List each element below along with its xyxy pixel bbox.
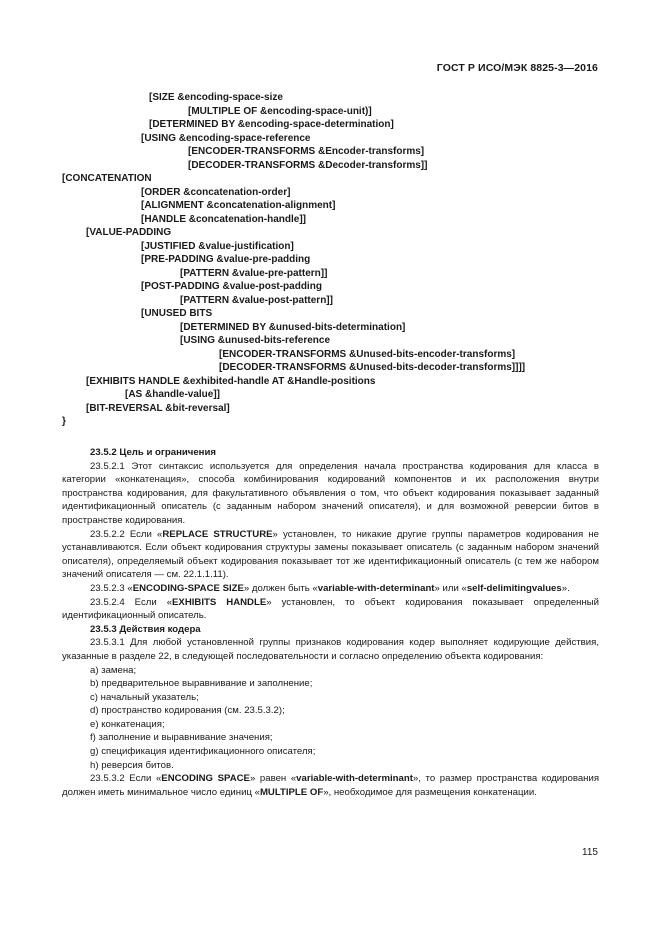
code-line: [USING &unused-bits-reference	[180, 335, 331, 346]
code-line: [PRE-PADDING &value-pre-padding	[141, 254, 311, 265]
code-line: [JUSTIFIED &value-justification]	[141, 240, 294, 252]
code-line: [PATTERN &value-post-pattern]]	[180, 294, 333, 306]
code-line: [ALIGNMENT &concatenation-alignment]	[141, 200, 336, 211]
code-line: [DECODER-TRANSFORMS &Decoder-transforms]]	[188, 159, 428, 171]
list-item: b) предварительное выравнивание и заполнение;	[90, 678, 313, 690]
code-line: [EXHIBITS HANDLE &exhibited-handle AT &Handle-positions	[86, 375, 376, 387]
code-line: [DECODER-TRANSFORMS &Unused-bits-decoder-transforms]]]]	[219, 362, 526, 373]
code-line: [POST-PADDING &value-post-padding	[141, 281, 322, 292]
code-line: [DETERMINED BY &encoding-space-determination]	[149, 119, 394, 130]
code-line: [ORDER &concatenation-order]	[141, 186, 291, 198]
section-heading: 23.5.3 Действия кодера	[90, 623, 201, 635]
list-item: h) реверсия битов.	[90, 759, 174, 771]
code-line: [VALUE-PADDING	[86, 227, 172, 238]
paragraph: 23.5.3.2 Если «ENCODING SPACE» равен «variable-with-determinant», то размер пространства кодирования должен иметь минимальное число единиц «MULTIPLE OF», необходимое для размещения конкатенации.	[62, 773, 600, 798]
code-line: [UNUSED BITS	[141, 308, 213, 319]
paragraph: 23.5.3.1 Для любой установленной группы признаков кодирования кодер выполняет кодирующие действия, указанные в разделе 22, в следующей последовательности и согласно определению объекта кодирования:	[62, 637, 599, 662]
paragraph: 23.5.2.4 Если «EXHIBITS HANDLE» установлен, то объект кодирования показывает определенный идентификационный описатель.	[62, 596, 600, 622]
code-line: [USING &encoding-space-reference	[141, 132, 311, 144]
section-heading: 23.5.2 Цель и ограничения	[90, 447, 216, 458]
code-line: [ENCODER-TRANSFORMS &Unused-bits-encoder-transforms]	[219, 348, 516, 360]
page-number: 115	[582, 847, 598, 858]
list-item: d) пространство кодирования (см. 23.5.3.2);	[90, 705, 285, 717]
code-line: [CONCATENATION	[62, 173, 152, 184]
code-line: [PATTERN &value-pre-pattern]]	[180, 267, 328, 279]
code-line: [SIZE &encoding-space-size	[149, 92, 283, 103]
code-line: [DETERMINED BY &unused-bits-determination]	[180, 321, 406, 333]
body-text	[62, 446, 599, 799]
paragraph: 23.5.2.1 Этот синтаксис используется для определения начала пространства кодирования для класса в категории «конкатенация», способа комбинирования кодирований компонентов и их расположения внутри пространства кодирования, для факультативного объявления о том, что объект кодирования показывает заданный идентификационный описатель (с заданным набором значений описателя), и для возможной реверсии битов в пространстве кодирования.	[62, 460, 599, 526]
list-item: a) замена;	[90, 664, 137, 676]
list-item: f) заполнение и выравнивание значения;	[90, 732, 273, 744]
code-line: [MULTIPLE OF &encoding-space-unit)]	[188, 105, 372, 117]
list-item: c) начальный указатель;	[90, 691, 199, 703]
paragraph: 23.5.2.2 Если «REPLACE STRUCTURE» установлен, то никакие другие группы параметров кодирования не устанавливаются. Если объект кодирования структуры замены показывает описатель (с заданным набором значений описателя), определяемый объект кодирования показывает тот же идентификационный описатель (с тем же набором значений описателя — см. 22.1.1.11).	[62, 528, 599, 581]
paragraph: 23.5.2.3 «ENCODING-SPACE SIZE» должен быть «variable-with-determinant» или «self-delimitingvalues».	[90, 582, 570, 594]
list-item: g) спецификация идентификационного описателя;	[90, 746, 316, 758]
standard-header: ГОСТ Р ИСО/МЭК 8825-3—2016	[436, 62, 598, 74]
list-item: e) конкатенация;	[90, 718, 165, 730]
code-line: [ENCODER-TRANSFORMS &Encoder-transforms]	[188, 146, 425, 157]
code-line: [HANDLE &concatenation-handle]]	[141, 213, 306, 225]
code-line: }	[62, 416, 66, 427]
code-line: [AS &handle-value]]	[125, 389, 221, 400]
code-line: [BIT-REVERSAL &bit-reversal]	[86, 402, 230, 414]
